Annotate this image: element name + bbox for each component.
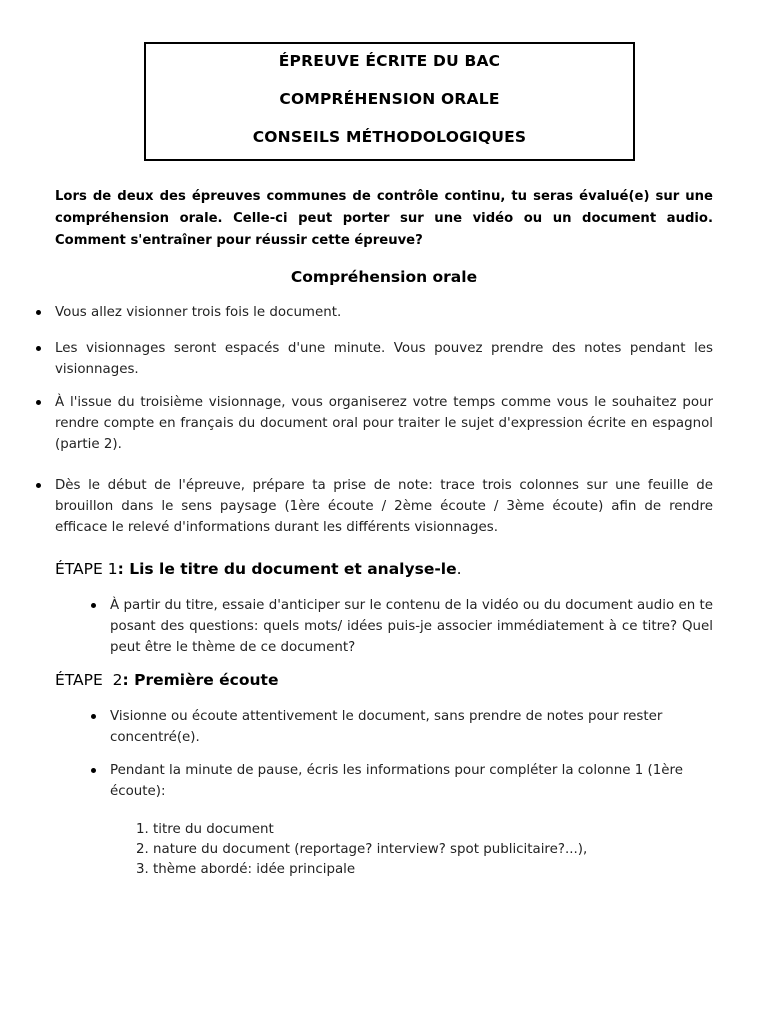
bullet-icon xyxy=(36,400,41,405)
list-item xyxy=(110,706,713,748)
bullet-icon xyxy=(91,768,96,773)
list-item xyxy=(55,392,713,455)
bullet-text: Pendant la minute de pause, écris les informations pour compléter la colonne 1 (1ère écoute): xyxy=(110,763,683,799)
list-item xyxy=(55,338,713,380)
bullet-icon xyxy=(91,714,96,719)
bullet-text: Vous allez visionner trois fois le document. xyxy=(55,305,342,320)
step-2-heading xyxy=(55,671,278,689)
list-item xyxy=(55,302,713,323)
step-2-title: : Première écoute xyxy=(122,671,279,689)
title-box xyxy=(144,42,635,161)
intro-paragraph: Lors de deux des épreuves communes de contrôle continu, tu seras évalué(e) sur une compréhension orale. Celle-ci peut porter sur une vidéo ou un document audio. Comment s'entraîner pour réussir cette épreuve? xyxy=(55,189,713,248)
step-1-label: ÉTAPE 1 xyxy=(55,560,118,578)
list-item xyxy=(110,760,713,802)
bullet-text: À partir du titre, essaie d'anticiper sur le contenu de la vidéo ou du document audio en te posant des questions: quels mots/ idées puis-je associer immédiatement à ce titre? Quel peut être le thème de ce document? xyxy=(110,598,713,655)
title-line-3: CONSEILS MÉTHODOLOGIQUES xyxy=(252,128,527,146)
bullet-text: Dès le début de l'épreuve, prépare ta prise de note: trace trois colonnes sur une feuille de brouillon dans le sens paysage (1ère écoute / 2ème écoute / 3ème écoute) afin de rendre efficace le relevé d'informations durant les différents visionnages. xyxy=(55,478,713,535)
bullet-icon xyxy=(36,346,41,351)
bullet-icon xyxy=(36,310,41,315)
bullet-icon xyxy=(36,483,41,488)
bullet-text: Les visionnages seront espacés d'une minute. Vous pouvez prendre des notes pendant les visionnages. xyxy=(55,341,713,377)
list-item xyxy=(110,595,713,658)
list-item xyxy=(55,475,713,538)
list-item: 3. thème abordé: idée principale xyxy=(136,862,356,877)
title-line-1: ÉPREUVE ÉCRITE DU BAC xyxy=(278,52,501,70)
list-item: 1. titre du document xyxy=(136,822,274,837)
step-2-label: ÉTAPE 2 xyxy=(55,671,123,689)
bullet-text: À l'issue du troisième visionnage, vous organiserez votre temps comme vous le souhaitez pour rendre compte en français du document oral pour traiter le sujet d'expression écrite en espagnol (partie 2). xyxy=(55,395,713,452)
bullet-icon xyxy=(91,603,96,608)
step-1-heading xyxy=(55,560,462,578)
bullet-text: Visionne ou écoute attentivement le document, sans prendre de notes pour rester concentré(e). xyxy=(110,709,663,745)
numbered-list xyxy=(136,820,587,880)
step-1-end: . xyxy=(456,560,462,578)
title-line-2: COMPRÉHENSION ORALE xyxy=(279,90,500,108)
list-item: 2. nature du document (reportage? interview? spot publicitaire?...), xyxy=(136,842,588,857)
step-1-title: : Lis le titre du document et analyse-le xyxy=(117,560,457,578)
section-heading: Compréhension orale xyxy=(290,268,478,286)
